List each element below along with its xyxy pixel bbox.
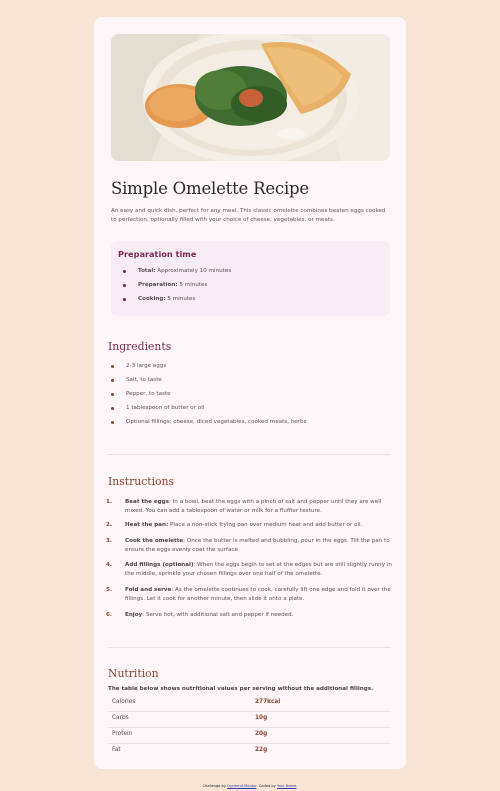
bullet-icon	[123, 298, 126, 301]
omelette-image	[111, 34, 390, 161]
recipe-intro: An easy and quick dish, perfect for any meal. This classic omelette combines beaten eggs cooked to perfection, optionally filled with your choice of cheese, vegetables, or meats.	[111, 208, 386, 223]
ingredients-title: Ingredients	[108, 340, 172, 353]
table-row: Calories 277kcal	[112, 699, 281, 705]
page-title: Simple Omelette Recipe	[111, 179, 309, 198]
divider	[108, 454, 391, 455]
bullet-icon	[111, 393, 114, 396]
instruction-step: 4. Add fillings (optional): When the eggs begin to set at the edges but are still slightly runny in the middle, sprinkle your chosen fillings over one half of the omelette.	[106, 562, 392, 577]
nutrition-title: Nutrition	[108, 667, 159, 680]
list-item: Cooking: 5 minutes	[138, 296, 195, 302]
bullet-icon	[123, 284, 126, 287]
table-row: Carbs 10g	[112, 715, 268, 721]
list-item: Salt, to taste	[126, 377, 162, 383]
instruction-step: 2. Heat the pan: Place a non-stick frying pan over medium heat and add butter or oil.	[106, 522, 363, 528]
bullet-icon	[111, 421, 114, 424]
instructions-title: Instructions	[108, 475, 175, 488]
instruction-step: 1. Beat the eggs: In a bowl, beat the eggs with a pinch of salt and pepper until they are well mixed. You can add a tablespoon of water or milk for a fluffier texture.	[106, 499, 382, 514]
bullet-icon	[111, 407, 114, 410]
bullet-icon	[123, 270, 126, 273]
author-link[interactable]: Your Name	[276, 784, 297, 788]
list-item: Pepper, to taste	[126, 391, 171, 397]
list-item: 2-3 large eggs	[126, 363, 166, 369]
instruction-step: 5. Fold and serve: As the omelette continues to cook, carefully lift one edge and fold it over the fillings. Let it cook for another minute, then slide it onto a plate.	[106, 587, 391, 602]
frontend-mentor-link[interactable]: Frontend Mentor	[227, 784, 257, 788]
preparation-title: Preparation time	[118, 249, 197, 259]
list-item: 1 tablespoon of butter or oil	[126, 405, 204, 411]
nutrition-note: The table below shows nutritional values per serving without the additional fillings.	[108, 686, 374, 692]
instruction-step: 6. Enjoy: Serve hot, with additional salt and pepper if needed.	[106, 612, 294, 618]
instruction-step: 3. Cook the omelette: Once the butter is melted and bubbling, pour in the eggs. Tilt the pan to ensure the eggs evenly coat the surface.	[106, 538, 390, 553]
recipe-card	[94, 17, 406, 769]
divider	[108, 647, 391, 648]
list-item: Optional fillings: cheese, diced vegetables, cooked meats, herbs	[126, 419, 307, 425]
attribution-footer: Challenge by Frontend Mentor. Coded by Your Name.	[202, 784, 298, 788]
list-item: Total: Approximately 10 minutes	[138, 268, 231, 274]
table-row: Protein 20g	[112, 731, 268, 737]
table-row: Fat 22g	[112, 747, 268, 753]
preparation-box	[111, 241, 390, 316]
bullet-icon	[111, 379, 114, 382]
list-item: Preparation: 5 minutes	[138, 282, 207, 288]
bullet-icon	[111, 365, 114, 368]
